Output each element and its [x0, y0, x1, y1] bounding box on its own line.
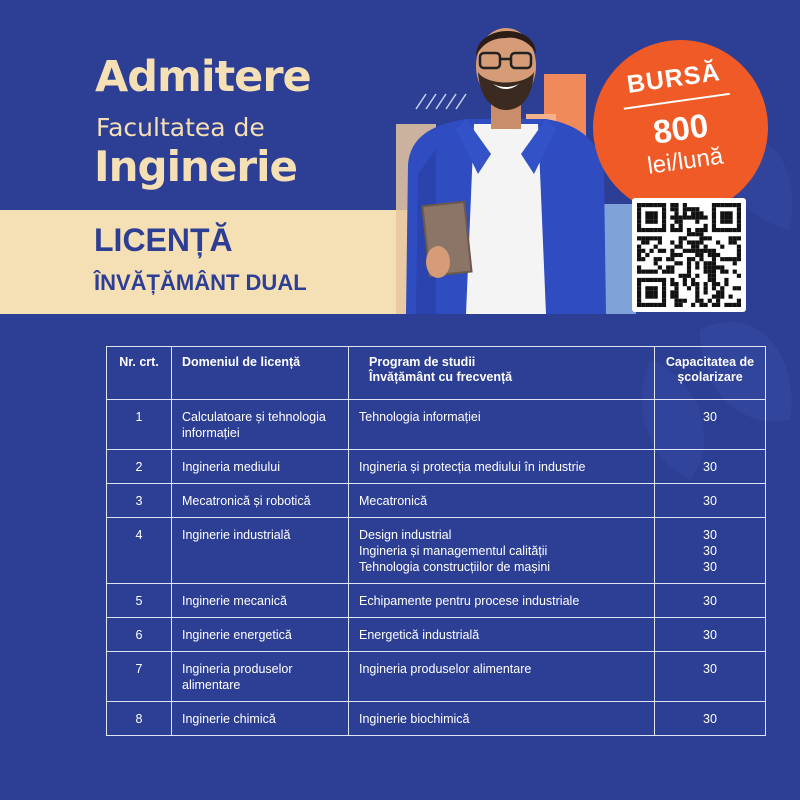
program-name: Tehnologia informației: [359, 410, 481, 424]
row-number: 2: [107, 450, 172, 484]
row-capacity: [655, 652, 766, 702]
row-capacity: [655, 618, 766, 652]
row-programs: [349, 584, 655, 618]
programs-table: [106, 346, 766, 736]
row-domain: Mecatronică și robotică: [172, 484, 349, 518]
row-programs: [349, 518, 655, 584]
row-programs: [349, 652, 655, 702]
qr-code[interactable]: [632, 198, 746, 312]
row-capacity: [655, 484, 766, 518]
row-programs: [349, 400, 655, 450]
table-header-row: [107, 347, 766, 400]
row-programs: [349, 702, 655, 736]
capacity-value: 30: [703, 410, 717, 424]
row-capacity: [655, 702, 766, 736]
row-capacity: [655, 518, 766, 584]
capacity-value: 30: [703, 528, 717, 542]
row-domain: Ingineria mediului: [172, 450, 349, 484]
capacity-value: 30: [703, 712, 717, 726]
row-domain: Inginerie industrială: [172, 518, 349, 584]
table-row: [107, 652, 766, 702]
capacity-value: 30: [703, 594, 717, 608]
table-row: [107, 618, 766, 652]
header-capacity: Capacitatea de școlarizare: [655, 347, 766, 400]
row-capacity: [655, 584, 766, 618]
header-program-line1: Program de studii: [369, 355, 476, 369]
table-row: [107, 484, 766, 518]
scholarship-amount: 800: [650, 106, 711, 151]
row-domain: Ingineria produselor alimentare: [172, 652, 349, 702]
program-name: Design industrial: [359, 528, 452, 542]
program-name: Tehnologia construcțiilor de mașini: [359, 560, 551, 574]
table-row: [107, 450, 766, 484]
program-name: Ingineria și protecția mediului în industrie: [359, 460, 586, 474]
row-number: 1: [107, 400, 172, 450]
row-number: 6: [107, 618, 172, 652]
program-name: Energetică industrială: [359, 628, 480, 642]
header-domain: Domeniul de licență: [172, 347, 349, 400]
title-admitere: Admitere: [95, 52, 311, 102]
program-name: Mecatronică: [359, 494, 428, 508]
capacity-value: 30: [703, 460, 717, 474]
qr-code-icon: [637, 203, 741, 307]
row-number: 4: [107, 518, 172, 584]
row-domain: Inginerie chimică: [172, 702, 349, 736]
header-program: [349, 347, 655, 400]
table-row: [107, 702, 766, 736]
program-name: Inginerie biochimică: [359, 712, 470, 726]
row-programs: [349, 450, 655, 484]
row-capacity: [655, 450, 766, 484]
capacity-value: 30: [703, 544, 717, 558]
row-domain: Inginerie energetică: [172, 618, 349, 652]
capacity-value: 30: [703, 628, 717, 642]
row-number: 7: [107, 652, 172, 702]
scholarship-unit: lei/lună: [645, 142, 725, 180]
program-name: Ingineria și managementul calității: [359, 544, 548, 558]
mode-label: ÎNVĂȚĂMÂNT DUAL: [94, 270, 307, 295]
program-name: Echipamente pentru procese industriale: [359, 594, 580, 608]
row-number: 8: [107, 702, 172, 736]
row-domain: Calculatoare și tehnologia informației: [172, 400, 349, 450]
program-name: Ingineria produselor alimentare: [359, 662, 532, 676]
table-row: [107, 584, 766, 618]
subtitle-faculty: Facultatea de: [96, 113, 265, 142]
row-number: 5: [107, 584, 172, 618]
row-programs: [349, 484, 655, 518]
capacity-value: 30: [703, 560, 717, 574]
table-row: [107, 518, 766, 584]
capacity-value: 30: [703, 662, 717, 676]
level-label: LICENȚĂ: [94, 222, 233, 258]
title-faculty: Inginerie: [94, 142, 297, 191]
row-programs: [349, 618, 655, 652]
row-domain: Inginerie mecanică: [172, 584, 349, 618]
scholarship-title: BURSĂ: [625, 58, 723, 99]
header-nr: Nr. crt.: [107, 347, 172, 400]
header-program-line2: Învățământ cu frecvență: [369, 370, 513, 384]
table-row: [107, 400, 766, 450]
row-capacity: [655, 400, 766, 450]
row-number: 3: [107, 484, 172, 518]
capacity-value: 30: [703, 494, 717, 508]
